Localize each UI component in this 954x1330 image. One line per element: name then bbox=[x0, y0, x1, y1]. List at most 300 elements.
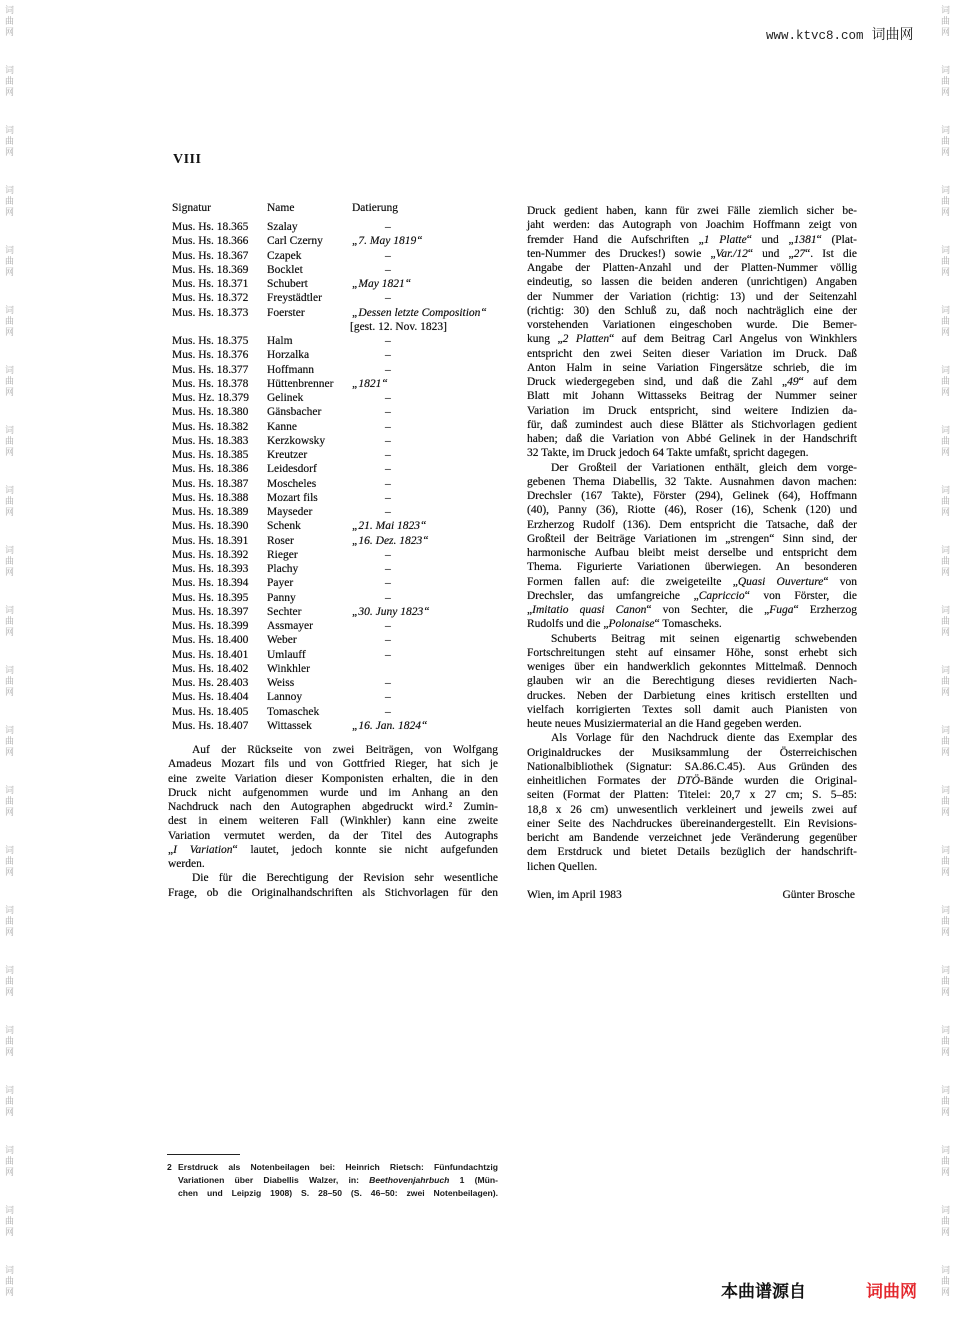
text-run: Großteil der Beiträge Variationen im „strengen“ Sinn sind, der bbox=[527, 532, 857, 545]
datierung-cell: – bbox=[385, 677, 391, 689]
text-run: glauben wir an die Berechtigung dieses revidierten Nach- bbox=[527, 675, 857, 688]
datierung-column bbox=[352, 391, 391, 405]
datierung-column bbox=[352, 462, 391, 476]
text-line bbox=[527, 660, 857, 674]
datierung-column bbox=[352, 719, 427, 733]
signatur-cell: Mus. Hs. 28.403 bbox=[172, 677, 249, 689]
name-cell: Wittassek bbox=[267, 719, 312, 732]
side-watermark-text: 词曲网 bbox=[939, 1265, 949, 1298]
text-run: 1 (Mün- bbox=[449, 1175, 498, 1185]
signatur-cell: Mus. Hs. 18.405 bbox=[172, 705, 249, 718]
text-run: Variation vermutet werden, da der Titel des Autographs bbox=[168, 829, 498, 842]
text-line bbox=[168, 829, 498, 843]
side-watermark-text: 词曲网 bbox=[939, 1085, 949, 1118]
table-row bbox=[172, 662, 487, 676]
datierung-column bbox=[352, 249, 391, 263]
name-cell: Tomaschek bbox=[267, 705, 320, 718]
text-run: Als Vorlage für den Nachdruck diente das Exemplar des bbox=[551, 732, 857, 745]
source-watermark-prefix: 本曲谱源自 bbox=[721, 1282, 806, 1302]
text-line bbox=[527, 546, 857, 560]
name-cell: Horzalka bbox=[267, 349, 310, 362]
site-watermark bbox=[766, 26, 914, 45]
signatur-cell: Mus. Hs. 18.397 bbox=[172, 605, 249, 618]
text-line bbox=[527, 461, 857, 475]
text-line bbox=[168, 757, 498, 771]
datierung-column bbox=[352, 690, 391, 704]
signatur-cell: Mus. Hs. 18.377 bbox=[172, 363, 249, 376]
text-line bbox=[527, 404, 857, 418]
footnote-line bbox=[178, 1174, 498, 1187]
text-run: “ lautet, jedoch konnte sie nicht aufgefunden bbox=[232, 843, 499, 856]
datierung-cell: „21. Mai 1823“ bbox=[352, 520, 427, 533]
name-cell: Schenk bbox=[267, 520, 301, 533]
table-row bbox=[172, 220, 487, 234]
datierung-column bbox=[352, 519, 426, 533]
text-run: dest in einem weiteren Fall (Winkhler) kann eine zweite bbox=[168, 815, 498, 828]
text-run: einer Seite des Nachdruckes übereinandergestellt. Ein Revisions- bbox=[527, 817, 857, 830]
text-run: Drechsler, das umfangreiche „ bbox=[527, 589, 699, 602]
side-watermark-text: 词曲网 bbox=[939, 845, 949, 878]
datierung-column bbox=[352, 619, 391, 633]
text-line bbox=[527, 746, 857, 760]
signatur-cell: Mus. Hs. 18.404 bbox=[172, 691, 249, 704]
text-line bbox=[168, 743, 498, 757]
name-cell: Bocklet bbox=[267, 263, 303, 276]
table-row bbox=[172, 619, 487, 633]
italic-text-run: Var./12 bbox=[715, 247, 748, 260]
text-line bbox=[527, 432, 857, 446]
text-run: „ bbox=[527, 604, 533, 616]
side-watermark-text: 词曲网 bbox=[939, 425, 949, 458]
header-datierung: Datierung bbox=[352, 202, 398, 214]
datierung-column bbox=[352, 534, 429, 548]
text-run: (richtig: 30) den Schluß zu, daß noch nachträglich eine der bbox=[527, 304, 857, 317]
datierung-column bbox=[352, 633, 391, 647]
datierung-cell: – bbox=[385, 563, 391, 575]
datierung-column bbox=[352, 420, 391, 434]
signatur-cell: Mus. Hs. 18.388 bbox=[172, 491, 249, 504]
side-watermark-text: 词曲网 bbox=[939, 965, 949, 998]
table-row bbox=[172, 334, 487, 348]
signatur-cell: Mus. Hs. 18.387 bbox=[172, 477, 249, 490]
text-line bbox=[527, 803, 857, 817]
side-watermark-text: 词曲网 bbox=[3, 305, 13, 338]
side-watermark-text: 词曲网 bbox=[939, 185, 949, 218]
signatur-cell: Mus. Hs. 18.378 bbox=[172, 377, 249, 390]
text-line bbox=[527, 717, 857, 731]
name-cell: Hüttenbrenner bbox=[267, 377, 334, 390]
text-run: “ Tomascheks. bbox=[654, 618, 722, 631]
text-line bbox=[527, 703, 857, 717]
side-watermark-text: 词曲网 bbox=[939, 725, 949, 758]
author-name: Günter Brosche bbox=[782, 889, 855, 901]
text-run: (40), Panny (36), Riotte (46), Roser (16), Schenk (120) und bbox=[527, 504, 857, 517]
name-cell: Halm bbox=[267, 335, 293, 347]
text-run: der Nummer der Variation (richtig: 13) und der Seitenzahl bbox=[527, 290, 857, 303]
signatur-cell: Mus. Hs. 18.386 bbox=[172, 463, 249, 476]
signatur-cell: Mus. Hs. 18.399 bbox=[172, 620, 249, 632]
name-cell: Freystädtler bbox=[267, 292, 322, 305]
side-watermark-text: 词曲网 bbox=[3, 5, 13, 38]
footnote-line bbox=[178, 1187, 498, 1200]
table-row bbox=[172, 477, 487, 491]
text-run: Nationalbibliothek (Signatur: SA.86.C.45). Aus Gründen des bbox=[527, 760, 857, 773]
footnote-line bbox=[178, 1161, 498, 1174]
text-line bbox=[527, 418, 857, 432]
side-watermark-text: 词曲网 bbox=[3, 425, 13, 458]
italic-text-run: 49 bbox=[787, 376, 799, 388]
text-line bbox=[527, 318, 857, 332]
datierung-cell: „May 1821“ bbox=[352, 278, 412, 290]
signatur-cell: Mus. Hs. 18.367 bbox=[172, 249, 249, 262]
right-text-column bbox=[527, 204, 857, 874]
text-run: Rudolfs und die „ bbox=[527, 618, 609, 631]
name-cell: Kerzkowsky bbox=[267, 434, 326, 447]
side-watermark-text: 词曲网 bbox=[939, 545, 949, 578]
datierung-cell: – bbox=[385, 591, 391, 604]
text-line bbox=[527, 389, 857, 403]
datierung-column bbox=[352, 277, 411, 291]
table-row bbox=[172, 462, 487, 476]
name-cell: Weiss bbox=[267, 677, 295, 689]
text-line bbox=[168, 871, 498, 885]
side-watermark-text: 词曲网 bbox=[3, 665, 13, 698]
datierung-cell: – bbox=[385, 434, 391, 447]
signatur-cell: Mus. Hs. 18.380 bbox=[172, 406, 249, 419]
name-cell: Assmayer bbox=[267, 620, 313, 632]
text-line bbox=[168, 786, 498, 800]
text-line bbox=[527, 204, 857, 218]
table-row bbox=[172, 291, 487, 305]
table-row bbox=[172, 434, 487, 448]
footnote-rule bbox=[167, 1154, 240, 1155]
name-cell: Winkhler bbox=[267, 662, 310, 675]
text-run: chen und Leipzig 1908) S. 28–50 (S. 46–50: zwei Notenbeilagen). bbox=[178, 1188, 498, 1198]
text-run: “ und „ bbox=[746, 233, 794, 246]
name-cell: Kanne bbox=[267, 420, 298, 433]
name-cell: Kreutzer bbox=[267, 449, 308, 461]
text-line bbox=[527, 575, 857, 589]
side-watermark-text: 词曲网 bbox=[939, 605, 949, 638]
datierung-cell: – bbox=[385, 548, 391, 561]
text-run: Druck gedient haben, kann für zwei Fälle ziemlich sicher be- bbox=[527, 205, 857, 217]
datierung-cell: „1821“ bbox=[352, 377, 388, 390]
table-row bbox=[172, 719, 487, 733]
text-run: “. Ist die bbox=[805, 247, 857, 260]
side-watermark-text: 词曲网 bbox=[939, 365, 949, 398]
side-watermark-text: 词曲网 bbox=[3, 185, 13, 218]
text-line bbox=[527, 845, 857, 859]
datierung-column bbox=[352, 576, 391, 590]
text-line bbox=[527, 304, 857, 318]
text-run: Fortschreitungen steht auf einsamer Höhe, sonst erhebt sich bbox=[527, 646, 857, 659]
datierung-column bbox=[352, 234, 423, 248]
datierung-column bbox=[352, 477, 391, 491]
text-line bbox=[527, 831, 857, 845]
datierung-column bbox=[352, 363, 391, 377]
signatur-cell: Mus. Hz. 18.379 bbox=[172, 392, 249, 404]
table-row bbox=[172, 633, 487, 647]
text-run: “ und „ bbox=[747, 247, 794, 260]
datierung-cell: – bbox=[385, 420, 391, 433]
side-watermark-text: 词曲网 bbox=[939, 485, 949, 518]
datierung-cell: – bbox=[385, 406, 391, 419]
side-watermark-text: 词曲网 bbox=[939, 665, 949, 698]
datierung-column bbox=[352, 377, 388, 391]
side-watermark-text: 词曲网 bbox=[3, 605, 13, 638]
text-run: eine zweite Variation dieser Komponisten erhalten, die in den bbox=[168, 772, 498, 785]
name-cell: Hoffmann bbox=[267, 363, 315, 376]
table-row bbox=[172, 391, 487, 405]
datierung-cell: – bbox=[385, 363, 391, 376]
text-line bbox=[527, 347, 857, 361]
text-run: “ von Förster, die bbox=[744, 589, 857, 602]
italic-text-run: Beethovenjahrbuch bbox=[369, 1175, 450, 1185]
table-row bbox=[172, 534, 487, 548]
signatur-cell: Mus. Hs. 18.391 bbox=[172, 534, 249, 547]
datierung-cell: – bbox=[385, 491, 391, 504]
table-row bbox=[172, 690, 487, 704]
text-run: Auf der Rückseite von zwei Beiträgen, von Wolfgang bbox=[192, 744, 498, 756]
datierung-column bbox=[352, 291, 391, 305]
text-line bbox=[527, 788, 857, 802]
datierung-cell: „30. Juny 1823“ bbox=[352, 605, 430, 618]
name-cell: Gelinek bbox=[267, 392, 304, 404]
name-cell: Gänsbacher bbox=[267, 406, 322, 419]
page-number: VIII bbox=[173, 152, 202, 167]
datierung-cell: – bbox=[385, 449, 391, 461]
datierung-column bbox=[352, 562, 391, 576]
table-row bbox=[172, 548, 487, 562]
datierung-cell: – bbox=[385, 349, 391, 362]
datierung-cell: – bbox=[385, 648, 391, 661]
italic-text-run: 1381 bbox=[793, 233, 817, 246]
datierung-column bbox=[352, 348, 391, 362]
signatur-cell: Mus. Hs. 18.401 bbox=[172, 648, 249, 661]
datierung-cell: – bbox=[385, 577, 391, 590]
name-cell: Moscheles bbox=[267, 477, 317, 490]
datierung-cell: „7. May 1819“ bbox=[352, 235, 423, 248]
left-text-column bbox=[168, 743, 498, 900]
signatur-cell: Mus. Hs. 18.365 bbox=[172, 221, 249, 233]
text-run: ten-Nummer des Druckes!) sowie „ bbox=[527, 247, 716, 260]
signatur-cell: Mus. Hs. 18.373 bbox=[172, 306, 249, 319]
datierung-column bbox=[352, 434, 391, 448]
table-row bbox=[172, 605, 487, 619]
name-cell: Payer bbox=[267, 577, 294, 590]
text-run: „ bbox=[168, 843, 174, 856]
text-line bbox=[527, 560, 857, 574]
text-line bbox=[527, 589, 857, 603]
table-row bbox=[172, 491, 487, 505]
side-watermark-text: 词曲网 bbox=[939, 785, 949, 818]
text-run: gebenen Thema Diabellis, 32 Takte. Ausnahmen davon machen: bbox=[527, 475, 857, 488]
datierung-cell: – bbox=[385, 292, 391, 305]
signatur-cell: Mus. Hs. 18.400 bbox=[172, 634, 249, 647]
text-run: eindeutig, so lassen die beiden anderen (unrichtigen) Angaben bbox=[527, 276, 857, 289]
table-header bbox=[172, 201, 398, 215]
signatur-cell: Mus. Hs. 18.383 bbox=[172, 434, 249, 447]
datierung-cell: – bbox=[385, 335, 391, 347]
datierung-cell: – bbox=[385, 463, 391, 476]
table-row bbox=[172, 249, 487, 263]
text-run: Variation im Druck entspricht, sind weitere Indizien da- bbox=[527, 404, 857, 417]
text-run: Druck nicht aufgenommen wurde und im Anhang an den bbox=[168, 786, 498, 799]
text-run: -Bände wurden die Original- bbox=[700, 775, 857, 787]
datierung-column bbox=[352, 548, 391, 562]
site-url[interactable]: www.ktvc8.com bbox=[766, 29, 864, 43]
table-row bbox=[172, 405, 487, 419]
place-date: Wien, im April 1983 bbox=[527, 889, 622, 901]
text-line bbox=[527, 275, 857, 289]
table-row bbox=[172, 562, 487, 576]
side-watermark-text: 词曲网 bbox=[939, 905, 949, 938]
side-watermark-text: 词曲网 bbox=[3, 545, 13, 578]
name-cell: Szalay bbox=[267, 221, 298, 233]
text-run: Nachdruck nach den Autographen abgedruckt wird.² Zumin- bbox=[168, 801, 498, 813]
side-watermark-text: 词曲网 bbox=[3, 905, 13, 938]
text-run: Erzherzog Rudolf (136). Dem entspricht die Tatsache, daß der bbox=[527, 518, 857, 531]
side-watermark-text: 词曲网 bbox=[3, 1265, 13, 1298]
text-run: bericht am Bandende verzeichnet jede Veränderung gegenüber bbox=[527, 832, 857, 844]
text-run: Erstdruck als Notenbeilagen bei: Heinrich Rietsch: Fünfundachtzig bbox=[178, 1162, 498, 1172]
table-row bbox=[172, 277, 487, 291]
text-run: fremder Hand die Aufschriften „ bbox=[527, 233, 704, 246]
signature-table bbox=[172, 220, 487, 733]
italic-text-run: Quasi Ouverture bbox=[737, 575, 824, 588]
italic-text-run: Imitatio quasi Canon bbox=[532, 604, 647, 616]
italic-text-run: Fuga bbox=[769, 604, 794, 616]
text-line bbox=[168, 857, 498, 871]
header-signatur: Signatur bbox=[172, 202, 211, 214]
text-run: “ Erzherzog bbox=[793, 604, 858, 616]
text-run: lichen Quellen. bbox=[527, 860, 598, 873]
text-run: 32 Takte, im Druck jedoch 64 Takte umfaßt, spricht dagegen. bbox=[527, 447, 809, 460]
source-watermark-name[interactable]: 词曲网 bbox=[866, 1282, 917, 1302]
text-line bbox=[527, 731, 857, 745]
side-watermark-text: 词曲网 bbox=[939, 245, 949, 278]
table-row bbox=[172, 505, 487, 519]
table-row bbox=[172, 420, 487, 434]
datierung-cell: – bbox=[385, 249, 391, 262]
datierung-column bbox=[352, 306, 487, 335]
text-line bbox=[527, 446, 857, 460]
datierung-note: [gest. 12. Nov. 1823] bbox=[350, 320, 447, 333]
datierung-cell: „16. Jan. 1824“ bbox=[352, 719, 428, 732]
text-run: Variationen über Diabellis Walzer, in: bbox=[178, 1175, 370, 1185]
signatur-cell: Mus. Hs. 18.376 bbox=[172, 349, 249, 362]
italic-text-run: I Variation bbox=[173, 843, 233, 856]
side-watermark-text: 词曲网 bbox=[3, 1025, 13, 1058]
name-cell: Umlauff bbox=[267, 648, 306, 661]
text-line bbox=[527, 361, 857, 375]
signatur-cell: Mus. Hs. 18.366 bbox=[172, 235, 249, 248]
text-line bbox=[527, 674, 857, 688]
datierung-column bbox=[352, 448, 391, 462]
text-run: für, daß zumindest auch diese Blätter als Stichvorlagen gedient bbox=[527, 418, 857, 431]
text-run: entspricht den zwei Seiten dieser Variation im Druck. Daß bbox=[527, 347, 857, 360]
italic-text-run: 1 Platte bbox=[703, 233, 747, 246]
side-watermark-text: 词曲网 bbox=[3, 125, 13, 158]
datierung-cell: – bbox=[385, 263, 391, 276]
side-watermark-text: 词曲网 bbox=[3, 725, 13, 758]
side-watermark-text: 词曲网 bbox=[939, 1205, 949, 1238]
text-run: Angabe der Platten-Anzahl und der Platten-Nummer völlig bbox=[527, 262, 857, 274]
text-run: Blatt mit Johann Wittasseks Beitrag der Nummer seiner bbox=[527, 390, 857, 403]
name-cell: Lannoy bbox=[267, 691, 303, 704]
text-line bbox=[168, 800, 498, 814]
text-line bbox=[527, 632, 857, 646]
table-row bbox=[172, 676, 487, 690]
text-line bbox=[527, 760, 857, 774]
datierung-cell: – bbox=[385, 392, 391, 404]
side-watermark-text: 词曲网 bbox=[3, 485, 13, 518]
text-line bbox=[527, 218, 857, 232]
text-line bbox=[527, 646, 857, 660]
datierung-cell: – bbox=[385, 691, 391, 704]
text-run: weniges über ein handwerklich gekonntes Mittelmaß. Dennoch bbox=[527, 661, 857, 673]
header-name: Name bbox=[267, 202, 295, 214]
name-cell: Mayseder bbox=[267, 506, 313, 518]
side-watermark-text: 词曲网 bbox=[3, 1205, 13, 1238]
table-row bbox=[172, 705, 487, 719]
name-cell: Panny bbox=[267, 591, 296, 604]
text-run: Formen fallen auf: die zweigeteilte „ bbox=[527, 575, 738, 588]
text-line bbox=[527, 247, 857, 261]
italic-text-run: 27 bbox=[793, 247, 806, 260]
name-cell: Sechter bbox=[267, 605, 302, 618]
signatur-cell: Mus. Hs. 18.375 bbox=[172, 335, 249, 347]
signatur-cell: Mus. Hs. 18.389 bbox=[172, 506, 249, 518]
text-line bbox=[527, 503, 857, 517]
text-run: harmonische Aufbau bleibt meist derselbe und entspricht dem bbox=[527, 547, 857, 559]
text-run: Originaldruckes der Musiksammlung der Österreichischen bbox=[527, 746, 857, 759]
table-row bbox=[172, 648, 487, 662]
datierung-column bbox=[352, 334, 391, 348]
name-cell: Plachy bbox=[267, 563, 299, 575]
footnote bbox=[167, 1161, 498, 1200]
text-line bbox=[527, 233, 857, 247]
name-cell: Czapek bbox=[267, 249, 302, 262]
name-cell: Leidesdorf bbox=[267, 463, 317, 476]
name-cell: Weber bbox=[267, 634, 297, 647]
signatur-cell: Mus. Hs. 18.382 bbox=[172, 420, 249, 433]
signatur-cell: Mus. Hs. 18.393 bbox=[172, 563, 249, 575]
text-run: kung „ bbox=[527, 333, 563, 346]
text-line bbox=[527, 261, 857, 275]
side-watermark-text: 词曲网 bbox=[939, 1145, 949, 1178]
text-line bbox=[527, 860, 857, 874]
datierung-cell: – bbox=[385, 221, 391, 233]
side-watermark-text: 词曲网 bbox=[939, 125, 949, 158]
text-run: einheitlichen Formates der bbox=[527, 775, 677, 787]
text-line bbox=[168, 814, 498, 828]
text-line bbox=[527, 774, 857, 788]
text-run: vorstehenden Variationen eingeschoben wurde. Die Bemer- bbox=[527, 319, 857, 331]
signatur-cell: Mus. Hs. 18.392 bbox=[172, 548, 249, 561]
text-run: vielfach korrigierten Textes soll damit auch Pianisten von bbox=[527, 703, 857, 716]
text-run: Frage, ob die Originalhandschriften als Stichvorlagen für den bbox=[168, 886, 498, 899]
text-run: jaht werden: das Autograph von Joachim Hoffmann zeigt von bbox=[527, 219, 857, 232]
text-line bbox=[527, 689, 857, 703]
signatur-cell: Mus. Hs. 18.395 bbox=[172, 591, 249, 604]
text-run: seiten (Format der Platten: Titelei: 20,7 x 27 cm; S. 5–85: bbox=[527, 789, 857, 802]
text-line bbox=[527, 489, 857, 503]
datierung-column bbox=[352, 220, 391, 234]
text-line bbox=[527, 290, 857, 304]
datierung-column bbox=[352, 648, 391, 662]
signatur-cell: Mus. Hs. 18.385 bbox=[172, 449, 249, 461]
